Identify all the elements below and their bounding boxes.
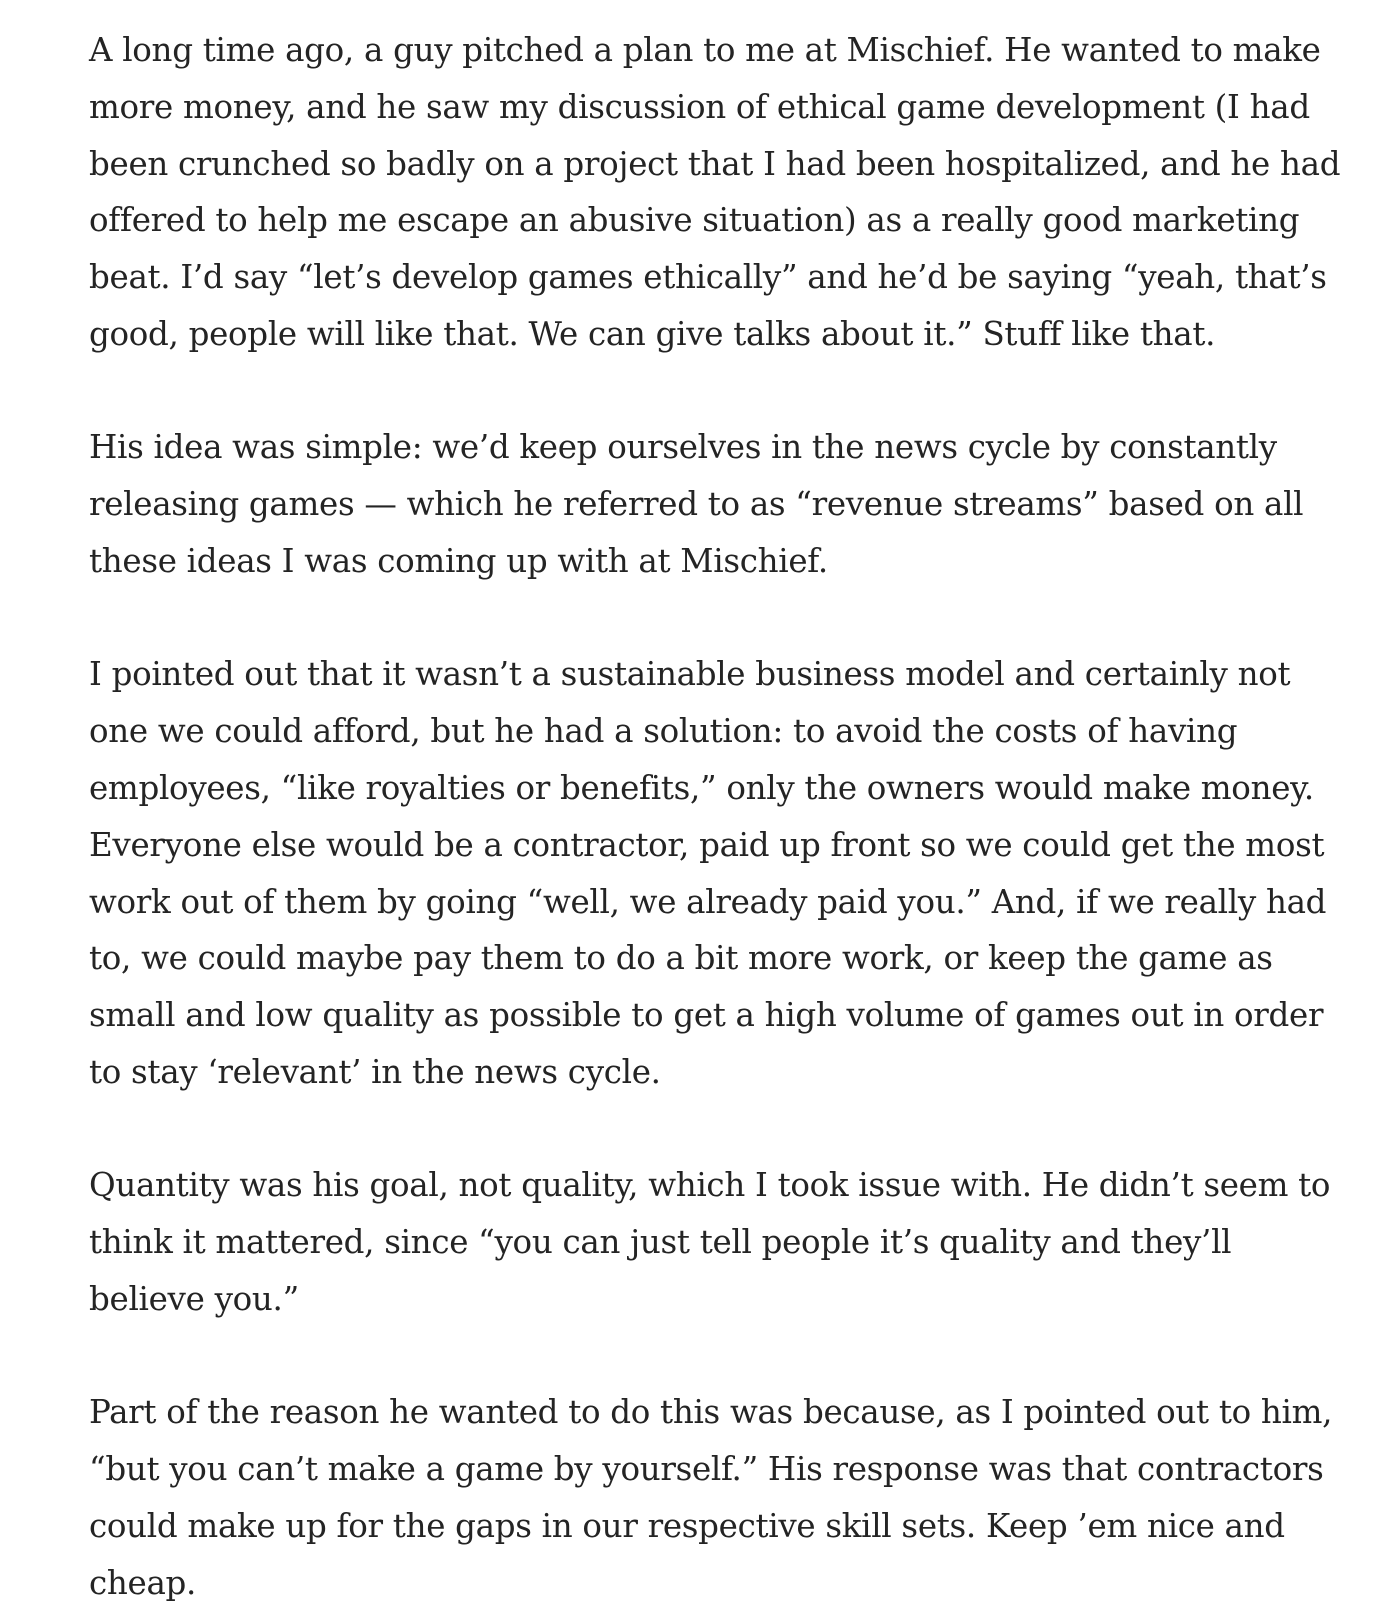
paragraph-5: Part of the reason he wanted to do this was because, as I pointed out to him, “but you can’t make a game by yourself.” His response was that contractors could make up for the gaps in our respective skill sets. Keep ’em nice and cheap. — [89, 1393, 1333, 1602]
paragraph-3: I pointed out that it wasn’t a sustainable business model and certainly not one we could afford, but he had a solution: to avoid the costs of having employees, “like royalties or benefits,” only the owners would make money. Everyone else would be a contractor, paid up front so we could get the most work out of them by going “well, we already paid you.” And, if we really had to, we could maybe pay them to do a bit more work, or keep the game as small and low quality as possible to get a high volume of games out in order to stay ‘relevant’ in the news cycle. — [89, 655, 1327, 1091]
paragraph-1: A long time ago, a guy pitched a plan to me at Mischief. He wanted to make more money, and he saw my discussion of ethical game development (I had been crunched so badly on a project that I had been hospitalized, and he had offered to help me escape an abusive situation) as a really good marketing beat. I’d say “let’s develop games ethically” and he’d be saying “yeah, that’s good, people will like that. We can give talks about it.” Stuff like that. — [89, 31, 1341, 353]
paragraph-2: His idea was simple: we’d keep ourselves in the news cycle by constantly releasing games — which he referred to as “revenue streams” based on all these ideas I was coming up with at Mischief. — [89, 428, 1304, 580]
article-body — [89, 22, 1344, 1612]
paragraph-4: Quantity was his goal, not quality, which I took issue with. He didn’t seem to think it mattered, since “you can just tell people it’s quality and they’ll believe you.” — [89, 1166, 1331, 1318]
